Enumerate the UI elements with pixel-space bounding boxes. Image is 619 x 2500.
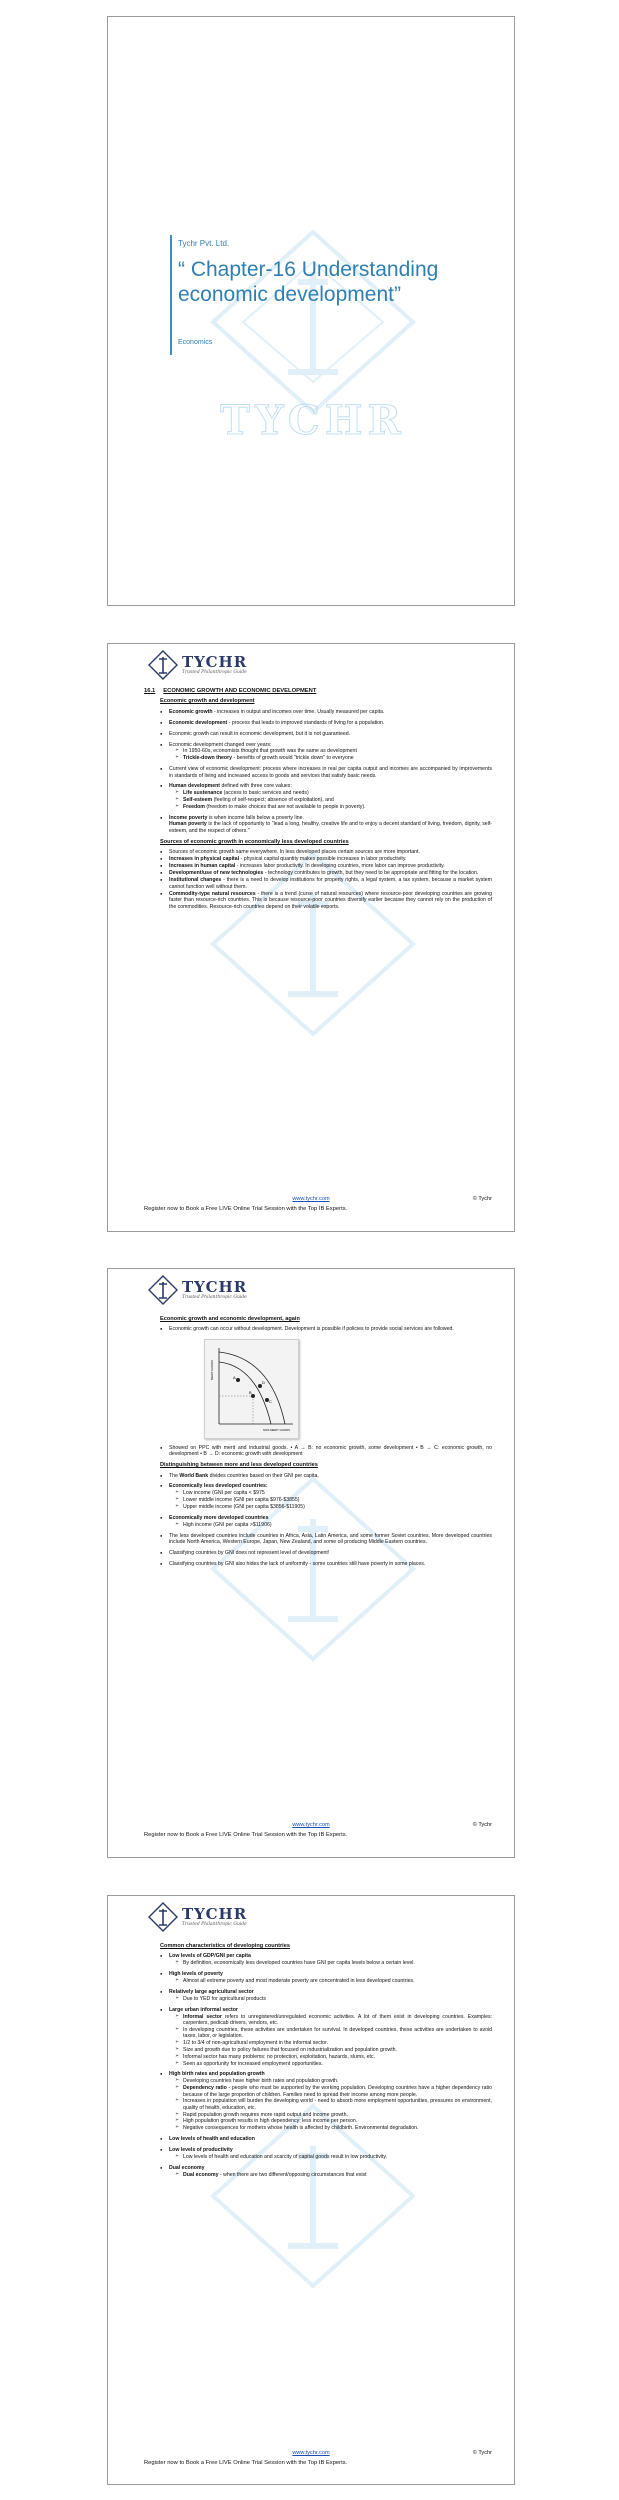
list-item: ● Economic growth can result in economic development, but it is not guaranteed.: [160, 731, 492, 737]
list-item: ● Human development defined with three core values: ➢ Life sustenance (access to basic services and needs) ➢ Self-esteem (feeling of self-respect; absence of exploitation), and ➢ Freedom (freedom to make choices that are not available to people in poverty).: [160, 783, 492, 810]
list-item: ● Low levels of productivity ➢ Low levels of health and education and scarcity of capital goods result in low productivity.: [160, 2147, 492, 2160]
sub-list-item: ➢ Freedom (freedom to make choices that are not available to people in poverty).: [175, 804, 492, 810]
sub-list: [175, 1522, 492, 1528]
list-item: ● Income poverty is when income falls below a poverty line. Human poverty is the lack of opportunity to "lead a long, healthy, creative life and to enjoy a decent standard of living, freedom, dignity, self-esteem, and the respect of others.": [160, 815, 492, 834]
list-item: ● High birth rates and population growth ➢ Developing countries have higher birth rates and population growth. ➢ Dependency ratio - people who must be supported by the working population. Developing countries have a higher dependency ratio because of the large proportion of children. Families need to spread their income among more people. ➢ Increases in population will burden the developing world - need to absorb more employment opportunities, pressures on environment, quality of health, education, etc. ➢ Rapid population growth requires more rapid output and income growth. ➢ High population growth results in high dependency; less income per person. ➢ Negative consequences for mothers whose health is affected by childbirth. Environmental degradation.: [160, 2071, 492, 2131]
list-item: ● Economic development - process that leads to improved standards of living for a population.: [160, 720, 492, 726]
sub-list-item: ➢ Informal sector refers to unregistered/unregulated economic activities. A lot of them exist in developing countries. Examples: carpenters, pedicab drivers, vendors, etc.: [175, 2014, 492, 2027]
sub-list-item: ➢ Due to YED for agricultural products: [175, 1996, 492, 2002]
list-item: ● Low levels of health and education: [160, 2136, 492, 2142]
list-item: ● The World Bank divides countries based on their GNI per capita.: [160, 1473, 492, 1479]
list-item: ● Large urban informal sector ➢ Informal sector refers to unregistered/unregulated economic activities. A lot of them exist in developing countries. Examples: carpenters, pedicab drivers, vendors, etc. ➢ In developing countries, these activities are undertaken for survival. In developed countries, these activities are undertaken to avoid taxes, labor, or legislation. ➢ 1/2 to 3/4 of non-agricultural employment in the informal sector. ➢ Size and growth due to policy failures that focused on industrialization and population growth. ➢ Informal sector has many problems: no protection, exploitation, hazards, slums, etc. ➢ Seen as opportunity for increased employment opportunities.: [160, 2007, 492, 2067]
sub-list-item: ➢ Low income (GNI per capita < $975: [175, 1490, 492, 1496]
sub-list-item: ➢ In 1950-60s, economists thought that growth was the same as development: [175, 748, 492, 754]
sub-list-item: ➢ Seen as opportunity for increased employment opportunities.: [175, 2061, 492, 2067]
list-item: ● High levels of poverty ➢ Almost all extreme poverty and most moderate poverty are concentrated in less developed countries.: [160, 1971, 492, 1984]
logo-tagline: Trusted Philanthropic Guide: [182, 1922, 247, 1927]
sub-list-item: ➢ Upper middle income (GNI per capita $3856-$11905): [175, 1504, 492, 1510]
list-item: ● The less developed countries include countries in Africa, Asia, Latin America, and some former Soviet countries. More developed countries include North America, Western Europe, Japan, New Zealand, and some oil producing Middle Eastern countries.: [160, 1533, 492, 1546]
list-item: ● Dual economy ➢ Dual economy - when there are two different/opposing circumstances that exist: [160, 2165, 492, 2178]
section-title: ECONOMIC GROWTH AND ECONOMIC DEVELOPMENT: [163, 688, 317, 694]
sub-list-item: ➢ Developing countries have higher birth rates and population growth.: [175, 2078, 492, 2084]
page-2-content: [144, 688, 492, 911]
sub-list-item: ➢ In developing countries, these activities are undertaken for survival. In developed countries, these activities are undertaken to avoid taxes, labor, or legislation.: [175, 2027, 492, 2040]
footer-link[interactable]: www.tychr.com: [292, 2450, 330, 2456]
page-4-content: [144, 1940, 492, 2183]
sub-list-item: ➢ 1/2 to 3/4 of non-agricultural employment in the informal sector.: [175, 2040, 492, 2046]
footer-register-text: Register now to Book a Free LIVE Online Trial Session with the Top IB Experts.: [144, 2460, 348, 2466]
list-item: ● Institutional changes - there is a need to develop institutions for property rights, a legal system, a tax system, because a market system cannot function well without them.: [160, 877, 492, 890]
point-a-label: A: [233, 1374, 236, 1380]
sub-list: [175, 1978, 492, 1984]
logo-wordmark: TYCHR: [182, 1278, 248, 1296]
subheading-growth-again: Economic growth and economic development, again: [160, 1316, 300, 1322]
sub-list-item: ➢ Lower middle income (GNI per capita $976-$3855): [175, 1497, 492, 1503]
classification-list: [160, 1473, 492, 1568]
list-item: ● Economic growth can occur without development. Development is possible if policies to provide social services are followed.: [160, 1326, 492, 1332]
cover-subject: Economics: [178, 339, 213, 346]
list-item: ● Increases in human capital - increases labor productivity. In developing countries, more labor can improve productivity.: [160, 863, 492, 869]
intro-list: [160, 1326, 492, 1332]
list-item: ● Showed on PPC with merit and industrial goods. • A → B: no economic growth, some development • B → C: economic growth, no development • B → D: economic growth with development: [160, 1445, 492, 1458]
sub-list-item: ➢ Dependency ratio - people who must be supported by the working population. Developing countries have a higher dependency ratio because of the large proportion of children. Families need to spread their income among more people.: [175, 2085, 492, 2098]
list-item: ● Sources of economic growth same everywhere. In less developed places certain sources are more important.: [160, 849, 492, 855]
sub-list-item: ➢ Informal sector has many problems: no protection, exploitation, hazards, slums, etc.: [175, 2054, 492, 2060]
sub-list: [175, 790, 492, 810]
point-b-label: B: [249, 1389, 252, 1395]
sub-list: [175, 2154, 492, 2160]
cover-company: Tychr Pvt. Ltd.: [178, 239, 230, 248]
tychr-logo-icon: [148, 1902, 178, 1932]
list-item: ● Classifying countries by GNI also hides the lack of uniformity - some countries still have poverty in some places.: [160, 1561, 492, 1567]
logo-tagline: Trusted Philanthropic Guide: [182, 670, 247, 675]
sub-list-item: ➢ Size and growth due to policy failures that focused on industrialization and population growth.: [175, 2047, 492, 2053]
ppc-note-list: [160, 1445, 492, 1458]
subheading-sources: Sources of economic growth in economically less developed countries: [160, 839, 349, 846]
sub-list: [175, 2078, 492, 2131]
list-item: ● Economically less developed countries: ➢ Low income (GNI per capita < $975 ➢ Lower middle income (GNI per capita $976-$3855) ➢ Upper middle income (GNI per capita $3856-$11905): [160, 1483, 492, 1510]
sub-list-item: ➢ By definition, economically less developed countries have GNI per capita levels below a certain level.: [175, 1960, 492, 1966]
footer-copyright: © Tychr: [472, 1196, 492, 1202]
characteristics-list: [160, 1953, 492, 2178]
point-d-label: D: [262, 1379, 265, 1385]
tychr-logo-icon: [148, 650, 178, 680]
list-item: ● Classifying countries by GNI does not represent level of development!: [160, 1550, 492, 1556]
sub-list-item: ➢ Life sustenance (access to basic services and needs): [175, 790, 492, 796]
sub-list: [175, 748, 492, 761]
list-item: ● Economically more developed countries ➢ High income (GNI per capita >$11906): [160, 1515, 492, 1528]
list-item: ● Commodity-type natural resources - there is a trend (curse of natural resources) where resource-poor developing countries are growing faster than resource-rich countries. This is because resource-poor countries diversify earlier because they cannot rely on the production of the commodities. Resource-rich countries depend on their volatile exports.: [160, 891, 492, 910]
list-item: ● Economic development changed over years: ➢ In 1950-60s, economists thought that growth was the same as development ➢ Trickle-down theory - benefits of growth would "trickle down" to everyone: [160, 742, 492, 762]
footer-register-text: Register now to Book a Free LIVE Online Trial Session with the Top IB Experts.: [144, 1832, 348, 1838]
subheading-growth-development: Economic growth and development: [160, 698, 255, 705]
header-logo: [148, 1275, 247, 1305]
sub-list-item: ➢ Almost all extreme poverty and most moderate poverty are concentrated in less developed countries.: [175, 1978, 492, 1984]
sub-list: [175, 2014, 492, 2067]
growth-list: [160, 709, 492, 834]
page-3: [107, 1268, 515, 1858]
cover-page: [107, 16, 515, 606]
section-heading: [144, 688, 492, 694]
list-item: ● Relatively large agricultural sector ➢ Due to YED for agricultural products: [160, 1989, 492, 2002]
cover-wordmark: TYCHR: [220, 397, 406, 444]
header-logo: [148, 1902, 247, 1932]
sub-list-item: ➢ High income (GNI per capita >$11906): [175, 1522, 492, 1528]
sub-list-item: ➢ Trickle-down theory - benefits of growth would "trickle down" to everyone: [175, 755, 492, 761]
footer-copyright: © Tychr: [472, 2450, 492, 2456]
footer-link[interactable]: www.tychr.com: [292, 1196, 330, 1202]
point-c-label: C: [269, 1398, 272, 1404]
list-item: ● Low levels of GDP/GNI per capita ➢ By definition, economically less developed countries have GNI per capita levels below a certain level.: [160, 1953, 492, 1966]
sub-list: [175, 2172, 492, 2178]
watermark-logo: [203, 222, 423, 422]
section-number: 16.1: [144, 688, 156, 694]
tychr-logo-icon: [148, 1275, 178, 1305]
sub-list: [175, 1960, 492, 1966]
list-item: ● Economic growth - increases in output and incomes over time. Usually measured per capita.: [160, 709, 492, 715]
header-logo: [148, 650, 247, 680]
logo-tagline: Trusted Philanthropic Guide: [182, 1295, 247, 1300]
page-2: [107, 643, 515, 1232]
x-axis-label: NON-MERIT GOODS: [263, 1427, 290, 1432]
sub-list: [175, 1490, 492, 1510]
list-item: ● Current view of economic development: process where increases in real per capita output and incomes are accompanied by improvements in standards of living and increased access to goods and services that satisfy basic needs.: [160, 766, 492, 779]
footer-copyright: © Tychr: [472, 1822, 492, 1828]
subheading-distinguishing: Distinguishing between more and less developed countries: [160, 1462, 318, 1469]
sub-list-item: ➢ Dual economy - when there are two different/opposing circumstances that exist: [175, 2172, 492, 2178]
sub-list-item: ➢ Negative consequences for mothers whose health is affected by childbirth. Environmental degradation.: [175, 2125, 492, 2131]
list-item: ● Development/use of new technologies - technology contributes to growth, but they need to be appropriate and fitting for the location.: [160, 870, 492, 876]
sub-list-item: ➢ Self-esteem (feeling of self-respect; absence of exploitation), and: [175, 797, 492, 803]
ppc-figure: [204, 1339, 299, 1439]
page-4: [107, 1895, 515, 2485]
sub-list-item: ➢ Rapid population growth requires more rapid output and income growth.: [175, 2112, 492, 2118]
footer-register-text: Register now to Book a Free LIVE Online Trial Session with the Top IB Experts.: [144, 1206, 348, 1212]
list-item: ● Increases in physical capital - physical capital quantity makes possible increases in labor productivity.: [160, 856, 492, 862]
y-axis-label: MERIT GOODS: [210, 1359, 214, 1380]
logo-wordmark: TYCHR: [182, 653, 248, 671]
sub-list-item: ➢ Low levels of health and education and scarcity of capital goods result in low productivity.: [175, 2154, 492, 2160]
logo-wordmark: TYCHR: [182, 1905, 248, 1923]
footer-link[interactable]: www.tychr.com: [292, 1822, 330, 1828]
sub-list: [175, 1996, 492, 2002]
cover-title: “ Chapter-16 Understanding economic development”: [178, 258, 439, 306]
subheading-characteristics: Common characteristics of developing countries: [160, 1943, 290, 1949]
cover-accent-bar: [170, 235, 172, 355]
page-3-content: [144, 1313, 492, 1572]
sources-list: [160, 849, 492, 910]
sub-list-item: ➢ High population growth results in high dependency; less income per person.: [175, 2118, 492, 2124]
sub-list-item: ➢ Increases in population will burden the developing world - need to absorb more employment opportunities, pressures on environment, quality of health, education, etc.: [175, 2098, 492, 2111]
